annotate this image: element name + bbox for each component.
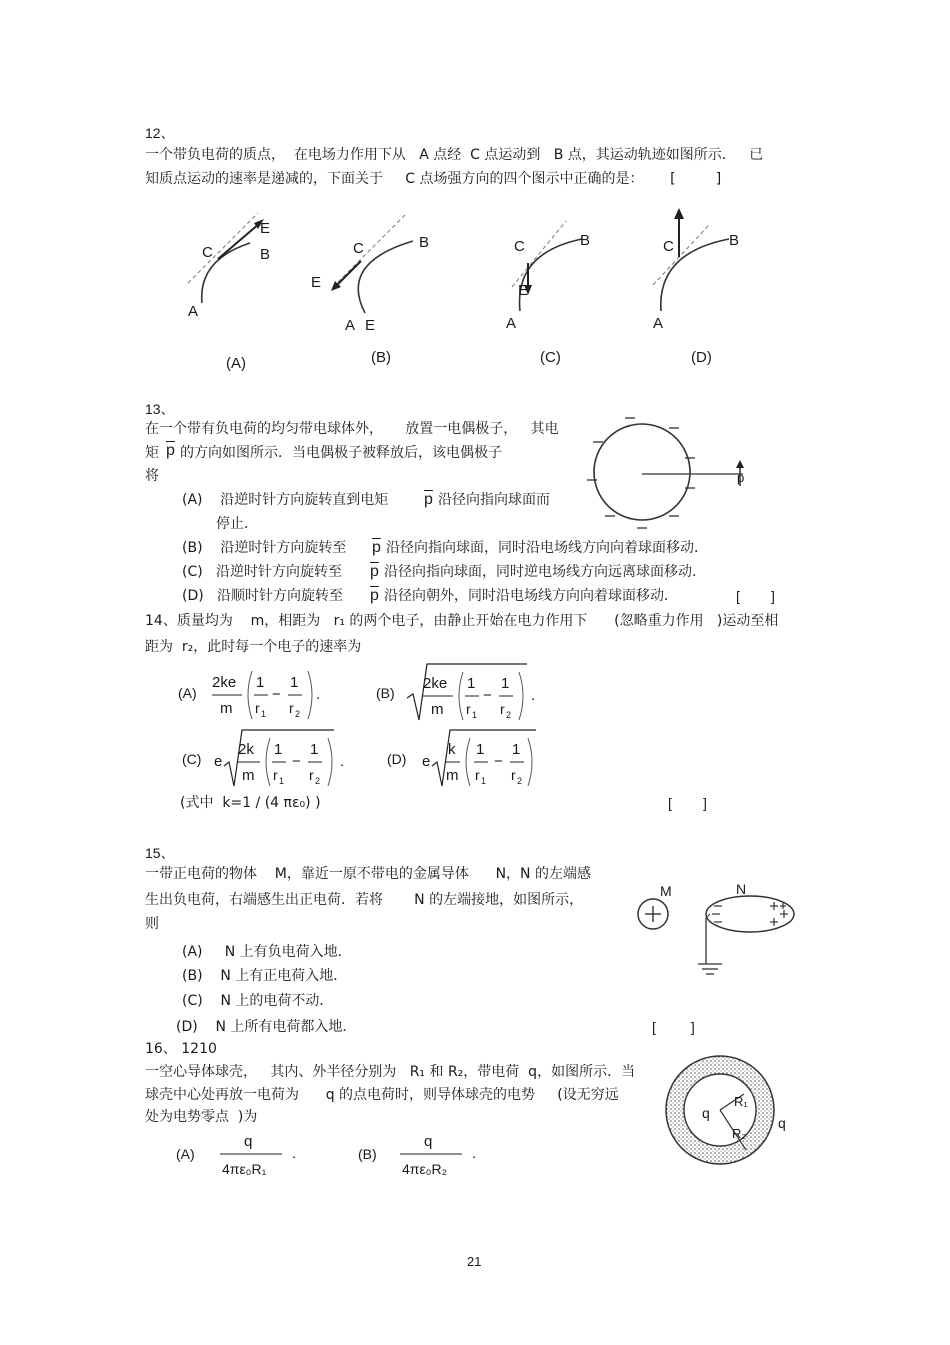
- fig-b-label-c: C: [353, 240, 364, 257]
- svg-text:1: 1: [261, 709, 267, 719]
- q13-option-a-part2: 沿径向指向球面而: [438, 492, 550, 508]
- svg-text:−: −: [272, 686, 281, 703]
- q15-label-n: N: [736, 881, 747, 897]
- q16-label-r1: R₁: [734, 1094, 748, 1109]
- page-number: 21: [467, 1254, 482, 1269]
- q16-number: 16、 1210: [145, 1041, 217, 1057]
- q16-text-line1: 一空心导体球壳， 其内、外半径分别为 R₁ 和 R₂，带电荷 q，如图所示．当: [145, 1064, 636, 1080]
- svg-text:.: .: [292, 1145, 297, 1162]
- q14-option-a-label: (A): [178, 685, 197, 701]
- svg-text:2: 2: [517, 776, 523, 786]
- fig-d-label-c: C: [663, 238, 674, 255]
- q12-text-line2: 知质点运动的速率是递减的，下面关于 C 点场强方向的四个图示中正确的是： [ ]: [145, 171, 722, 187]
- svg-text:r: r: [500, 701, 505, 717]
- fig-d-label-b: B: [729, 232, 740, 249]
- q13-text-line2b: 的方向如图所示．当电偶极子被释放后，该电偶极子: [180, 445, 502, 461]
- svg-text:.: .: [316, 686, 321, 703]
- q13-option-a-vector: $\overline{p}$: [424, 491, 433, 508]
- svg-text:1: 1: [481, 776, 487, 786]
- svg-text:r: r: [273, 767, 278, 783]
- svg-text:1: 1: [467, 675, 476, 692]
- q15-answer-bracket: [ ]: [652, 1019, 695, 1035]
- svg-text:2: 2: [506, 710, 512, 720]
- svg-text:r: r: [475, 767, 480, 783]
- q14-option-b-formula: [405, 660, 545, 724]
- svg-text:r: r: [511, 767, 516, 783]
- svg-text:1: 1: [256, 674, 265, 691]
- svg-text:q: q: [424, 1133, 433, 1150]
- q12-figure-b: [305, 205, 435, 365]
- fig-a-label-b: B: [260, 246, 271, 263]
- svg-text:2: 2: [295, 709, 301, 719]
- q14-text-line1: 14、质量均为 m，相距为 r₁ 的两个电子，由静止开始在电力作用下 (忽略重力作用 )运动至相: [145, 613, 779, 629]
- q13-text-line3: 将: [145, 468, 159, 484]
- svg-text:4πε₀R₂: 4πε₀R₂: [402, 1161, 448, 1177]
- q13-option-c-vector: $\overline{p}$: [370, 563, 379, 580]
- fig-a-label-c: C: [202, 244, 213, 261]
- q16-text-line3: 处为电势零点 )为: [145, 1109, 258, 1125]
- q15-text-line1: 一带正电荷的物体 M，靠近一原不带电的金属导体 N，N 的左端感: [145, 866, 591, 882]
- q14-option-d-label: (D): [387, 751, 407, 767]
- q15-label-m: M: [660, 883, 672, 899]
- svg-text:1: 1: [310, 741, 319, 758]
- q16-option-b-formula: [398, 1128, 488, 1180]
- q12-text-line1: 一个带负电荷的质点， 在电场力作用下从 A 点经 C 点运动到 B 点，其运动轨迹如图所示． 已: [145, 147, 764, 163]
- svg-text:2k: 2k: [238, 741, 254, 758]
- q16-shell-figure: [662, 1052, 802, 1168]
- svg-text:1: 1: [472, 710, 478, 720]
- q13-option-d-part1: (D) 沿顺时针方向旋转至: [182, 588, 344, 604]
- svg-text:m: m: [242, 767, 255, 784]
- svg-text:r: r: [255, 700, 260, 716]
- q13-option-a-line2: 停止．: [216, 516, 258, 532]
- svg-text:r: r: [309, 767, 314, 783]
- q15-text-line2: 生出负电荷，右端感生出正电荷．若将 N 的左端接地，如图所示，: [145, 892, 584, 908]
- q12-number: 12、: [145, 125, 175, 141]
- q13-vector-p: $\overline{p}$: [166, 442, 175, 459]
- q16-label-center-q: q: [702, 1105, 710, 1121]
- svg-text:.: .: [531, 687, 536, 704]
- fig-c-caption: (C): [540, 349, 561, 366]
- svg-text:1: 1: [279, 776, 285, 786]
- q13-option-b-part1: (B) 沿逆时针方向旋转至: [182, 540, 347, 556]
- fig-b-label-e: E: [311, 274, 322, 291]
- fig-b-label-e2: E: [365, 317, 376, 334]
- q13-option-c-part1: (C) 沿逆时针方向旋转至: [182, 564, 343, 580]
- q13-option-b-vector: $\overline{p}$: [372, 539, 381, 556]
- q15-figure: [630, 878, 805, 980]
- svg-text:−: −: [483, 687, 492, 704]
- q14-option-b-label: (B): [376, 685, 395, 701]
- q13-figure-p-label: p: [737, 470, 745, 485]
- svg-text:−: −: [292, 753, 301, 770]
- q16-option-a-formula: [218, 1128, 308, 1180]
- svg-text:r: r: [289, 700, 294, 716]
- fig-c-label-b: B: [580, 232, 591, 249]
- svg-text:r: r: [466, 701, 471, 717]
- fig-c-label-c: C: [514, 238, 525, 255]
- q13-option-c-part2: 沿径向指向球面，同时逆电场线方向远离球面移动．: [384, 564, 706, 580]
- svg-text:2ke: 2ke: [423, 675, 448, 692]
- fig-a-caption: (A): [226, 355, 246, 372]
- q13-option-a-part1: (A) 沿逆时针方向旋转直到电矩: [182, 492, 389, 508]
- q16-label-shell-q: q: [778, 1115, 786, 1131]
- q16-label-r2: R₂: [732, 1126, 747, 1141]
- q15-option-b: (B) N 上有正电荷入地．: [182, 968, 348, 984]
- svg-text:q: q: [244, 1133, 253, 1150]
- svg-text:k: k: [448, 741, 456, 758]
- fig-b-label-a: A: [345, 317, 356, 334]
- q14-option-a-formula: [210, 665, 335, 723]
- fig-b-label-b: B: [419, 234, 430, 251]
- svg-text:.: .: [472, 1145, 477, 1162]
- q16-option-b-label: (B): [358, 1146, 377, 1162]
- fig-c-label-e: E: [518, 282, 529, 299]
- fig-a-label-e: E: [260, 220, 271, 237]
- svg-text:−: −: [494, 753, 503, 770]
- q13-text-line2a: 矩: [145, 445, 159, 461]
- q16-option-a-label: (A): [176, 1146, 195, 1162]
- q16-text-line2: 球壳中心处再放一电荷为 q 的点电荷时，则导体球壳的电势 (设无穷远: [145, 1087, 619, 1103]
- q15-text-line3: 则: [145, 916, 159, 932]
- svg-text:2ke: 2ke: [212, 674, 237, 691]
- svg-text:e: e: [214, 753, 223, 770]
- svg-text:2: 2: [315, 776, 321, 786]
- svg-text:1: 1: [290, 674, 299, 691]
- svg-text:1: 1: [501, 675, 510, 692]
- q13-option-d-part2: 沿径向朝外，同时沿电场线方向向着球面移动．: [384, 588, 678, 604]
- svg-text:m: m: [220, 700, 233, 717]
- svg-text:4πε₀R₁: 4πε₀R₁: [222, 1161, 267, 1177]
- svg-text:1: 1: [512, 741, 521, 758]
- q12-figure-c: [500, 205, 610, 365]
- q15-number: 15、: [145, 845, 175, 861]
- svg-text:m: m: [431, 701, 444, 718]
- svg-text:1: 1: [274, 741, 283, 758]
- q13-text-line1: 在一个带有负电荷的均匀带电球体外， 放置一电偶极子， 其电: [145, 421, 559, 437]
- fig-a-label-a: A: [188, 303, 199, 320]
- fig-b-caption: (B): [371, 349, 391, 366]
- q14-option-d-formula: [420, 726, 545, 790]
- q13-answer-bracket: [ ]: [736, 588, 775, 604]
- q15-option-d: (D) N 上所有电荷都入地．: [176, 1019, 357, 1035]
- q12-figure-a: [180, 205, 280, 370]
- fig-d-caption: (D): [691, 349, 712, 366]
- q15-option-a: (A) N 上有负电荷入地．: [182, 944, 352, 960]
- q14-option-c-formula: [212, 726, 352, 790]
- q13-option-b-part2: 沿径向指向球面，同时沿电场线方向向着球面移动．: [386, 540, 708, 556]
- q15-option-c: (C) N 上的电荷不动．: [182, 993, 334, 1009]
- q14-note: (式中 k=1 / (4 πε₀) ): [180, 795, 321, 811]
- q14-answer-bracket: [ ]: [668, 795, 707, 811]
- fig-d-label-a: A: [653, 315, 664, 332]
- q14-text-line2: 距为 r₂，此时每一个电子的速率为: [145, 639, 362, 655]
- q13-option-d-vector: $\overline{p}$: [370, 587, 379, 604]
- svg-text:e: e: [422, 753, 431, 770]
- q14-option-c-label: (C): [182, 751, 202, 767]
- svg-text:m: m: [446, 767, 459, 784]
- fig-c-label-a: A: [506, 315, 517, 332]
- svg-text:1: 1: [476, 741, 485, 758]
- svg-text:.: .: [340, 753, 345, 770]
- q12-figure-d: [645, 205, 755, 365]
- q13-number: 13、: [145, 401, 175, 417]
- q13-sphere-figure: [585, 412, 765, 537]
